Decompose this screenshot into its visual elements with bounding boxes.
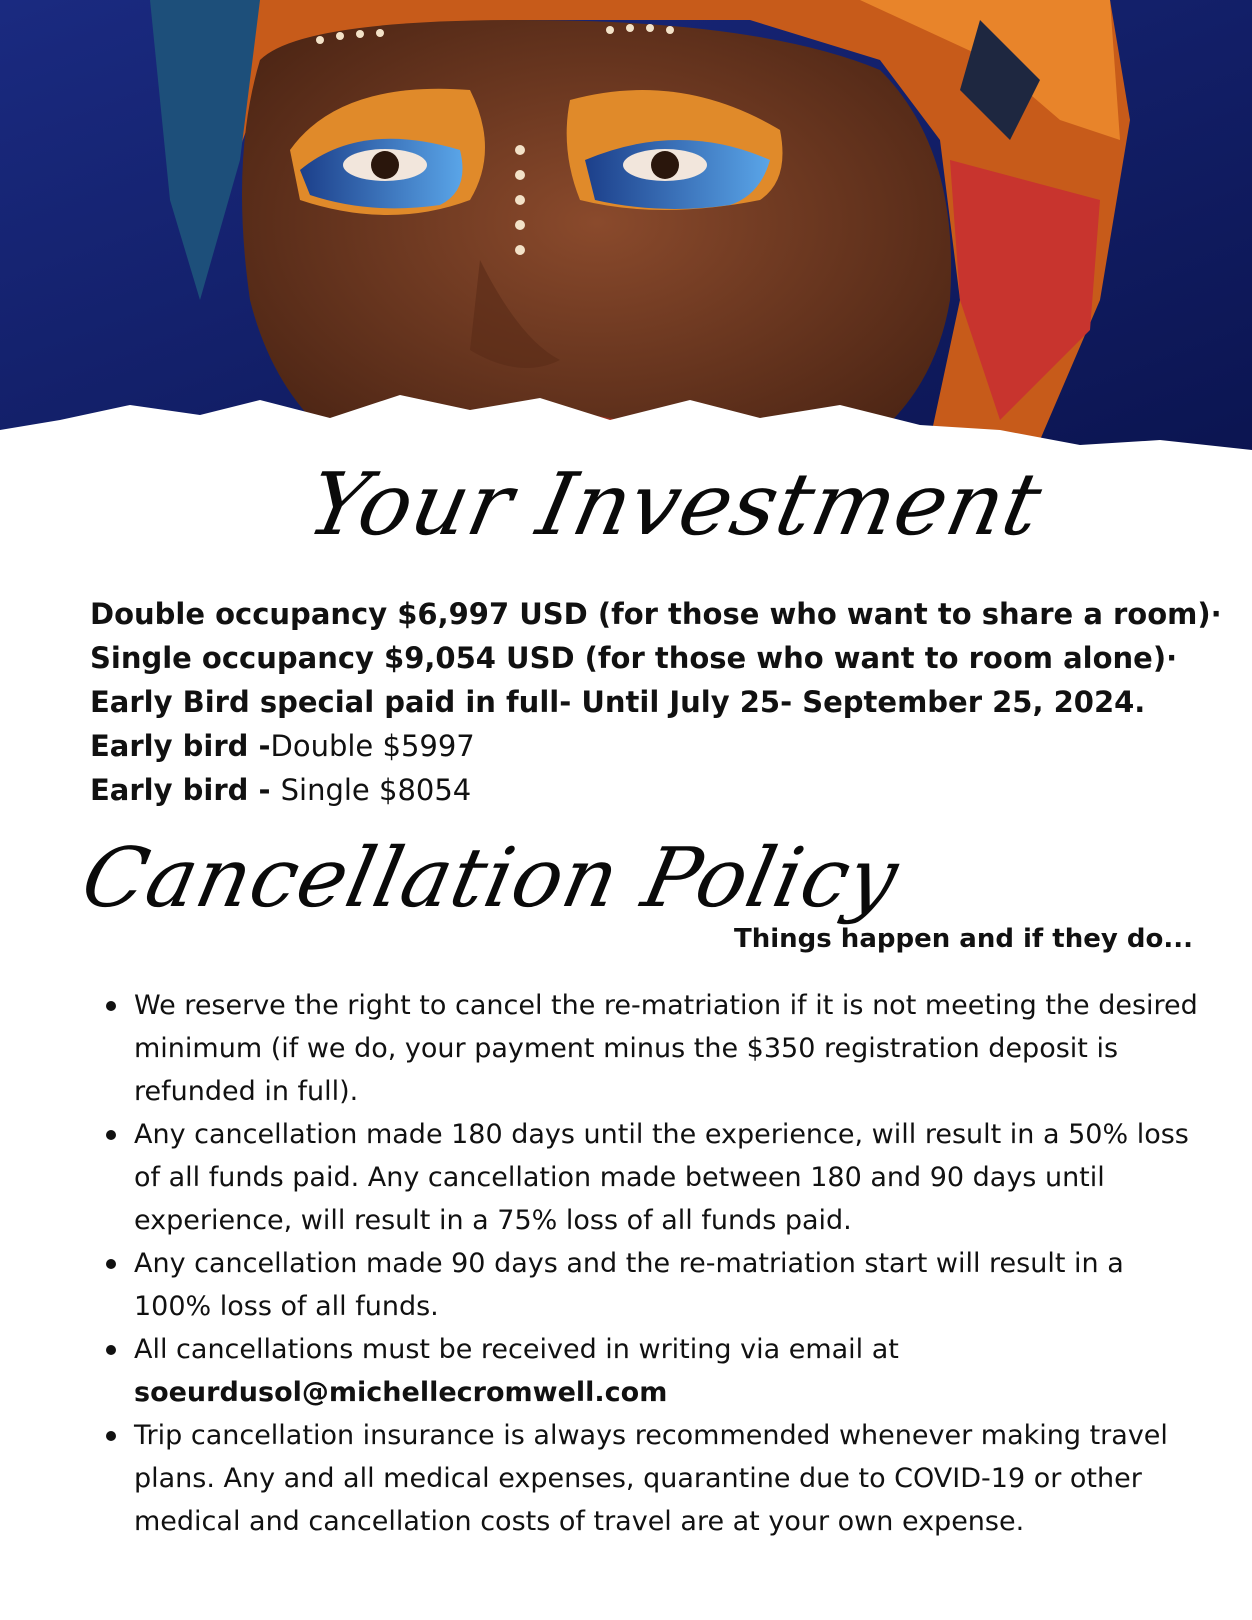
list-item xyxy=(96,1414,1206,1543)
pricing-line-early-bird-single xyxy=(90,768,1210,812)
policy-text: We reserve the right to cancel the re-matriation if it is not meeting the desired minimum (if we do, your payment minus the $350 registration deposit is refunded in full). xyxy=(134,990,1198,1107)
pricing-label: Early bird - xyxy=(90,773,281,807)
bullet-icon xyxy=(106,1130,116,1140)
policy-text: Trip cancellation insurance is always recommended whenever making travel plans. Any and all medical expenses, quarantine due to COVID-19 or other medical and cancellation costs of travel are at your own expense. xyxy=(134,1420,1168,1537)
cancellation-policy-list xyxy=(96,984,1206,1543)
contact-email: soeurdusol@michellecromwell.com xyxy=(134,1377,668,1408)
hero-portrait xyxy=(0,0,1252,470)
list-item xyxy=(96,984,1206,1113)
bullet-icon xyxy=(106,1345,116,1355)
portrait-illustration xyxy=(0,0,1252,470)
pricing-value: Single $8054 xyxy=(280,773,472,807)
pricing-label: Double occupancy $6,997 USD (for those who want to share a room)· xyxy=(90,597,1222,631)
pricing-list xyxy=(90,592,1222,812)
cancellation-title: Cancellation Policy xyxy=(74,831,907,926)
pricing-line-early-bird-double xyxy=(90,724,1210,768)
list-item xyxy=(96,1242,1206,1328)
pricing-line-double xyxy=(90,592,1222,636)
bullet-icon xyxy=(106,1259,116,1269)
bullet-icon xyxy=(106,1001,116,1011)
investment-title: Your Investment xyxy=(299,455,1051,555)
pricing-value: Double $5997 xyxy=(270,729,475,763)
pricing-label: Early bird - xyxy=(90,729,271,763)
list-item xyxy=(96,1328,1206,1414)
policy-text: Any cancellation made 90 days and the re-matriation start will result in a 100% loss of all funds. xyxy=(134,1248,1124,1322)
pricing-line-early-bird-special xyxy=(90,680,1210,724)
pricing-label: Single occupancy $9,054 USD (for those who want to room alone)· xyxy=(90,641,1178,675)
pricing-label: Early Bird special paid in full- Until July 25- September 25, 2024. xyxy=(90,685,1146,719)
list-item xyxy=(96,1113,1206,1242)
cancellation-tagline: Things happen and if they do... xyxy=(734,924,1193,954)
policy-text: All cancellations must be received in writing via email at xyxy=(134,1334,899,1365)
bullet-icon xyxy=(106,1431,116,1441)
policy-text: Any cancellation made 180 days until the experience, will result in a 50% loss of all funds paid. Any cancellation made between 180 and 90 days until experience, will result in a 75% loss of all funds paid. xyxy=(134,1119,1189,1236)
pricing-line-single xyxy=(90,636,1210,680)
